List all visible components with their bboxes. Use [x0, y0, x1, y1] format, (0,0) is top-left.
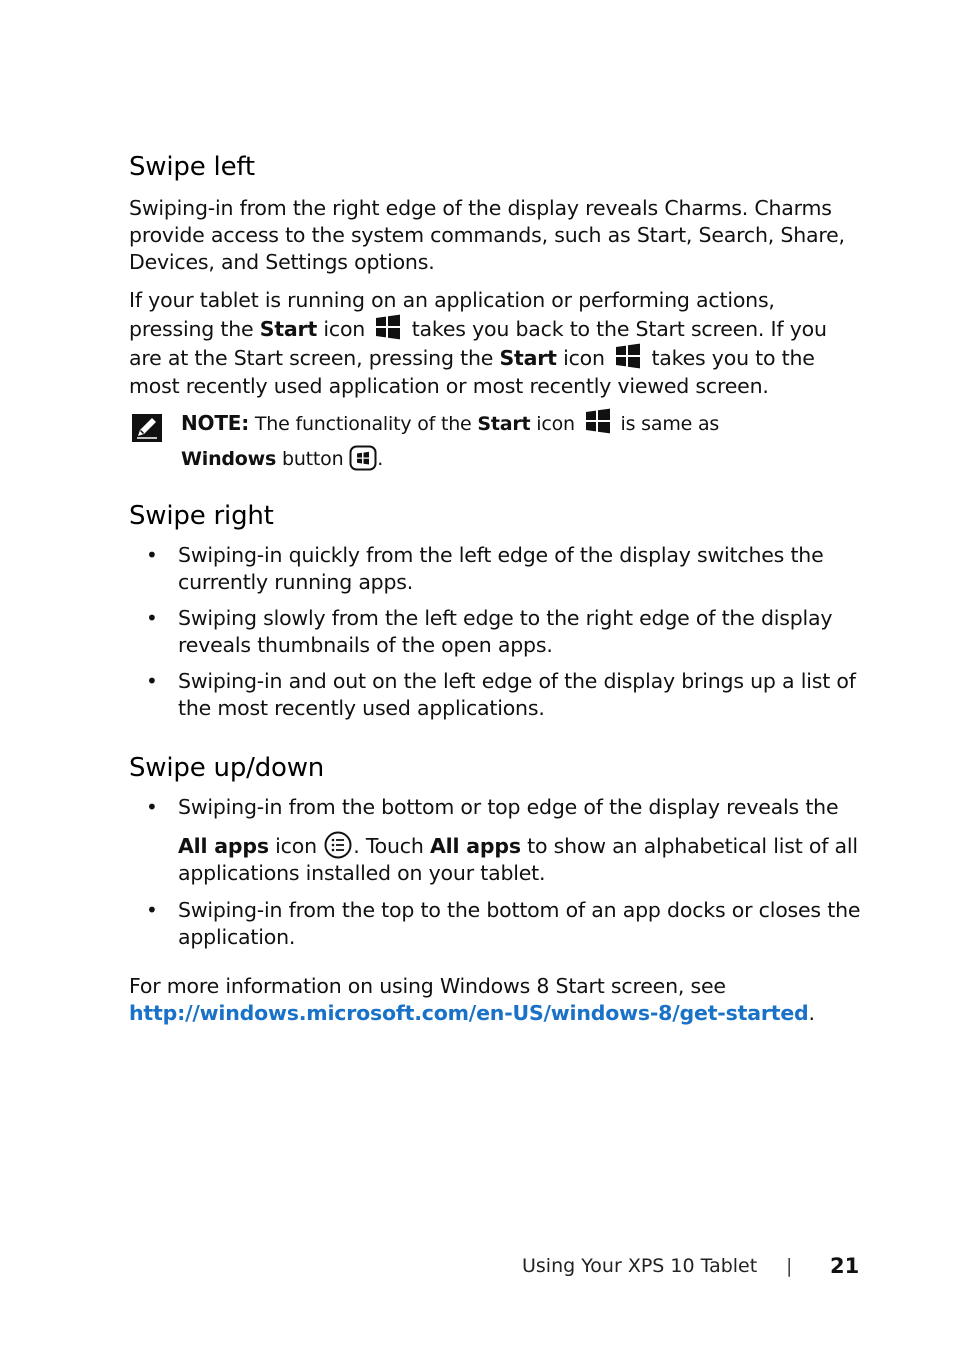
- windows-start-icon: [375, 314, 401, 340]
- windows-button-icon: [349, 445, 377, 471]
- heading-swipe-updown: Swipe up/down: [129, 753, 325, 783]
- list-item: • Swiping-in quickly from the left edge of the display switches the currently running apps.: [146, 543, 824, 594]
- all-apps-icon: [323, 831, 353, 859]
- list-item: • Swiping-in from the bottom or top edge of the display reveals the All apps icon . Touch All apps to show an alphabetical list of all applications installed on your tablet.: [146, 795, 858, 885]
- note-line-1: NOTE: The functionality of the Start icon is same as: [181, 408, 861, 437]
- list-item: • Swiping slowly from the left edge to the right edge of the display reveals thumbnails of the open apps.: [146, 606, 833, 657]
- swipe-left-paragraph-2: If your tablet is running on an application or performing actions, pressing the Start icon takes you back to the Start screen. If you are at the Start screen, pressing the Start icon takes you to the most recently used application or most recently viewed screen.: [129, 288, 827, 398]
- footer-separator: |: [786, 1255, 793, 1277]
- windows-start-icon: [615, 343, 641, 369]
- footer-title: Using Your XPS 10 Tablet: [522, 1255, 758, 1277]
- heading-swipe-right: Swipe right: [129, 501, 274, 531]
- list-item: • Swiping-in from the top to the bottom of an app docks or closes the application.: [146, 898, 861, 949]
- note-line-2: Windows button .: [181, 445, 861, 472]
- swipe-left-paragraph-1: Swiping-in from the right edge of the display reveals Charms. Charms provide access to the system commands, such as Start, Search, Share, Devices, and Settings options.: [129, 196, 845, 274]
- pencil-note-icon: [131, 413, 163, 443]
- swipe-updown-list: [146, 794, 862, 951]
- more-info-paragraph: For more information on using Windows 8 Start screen, see http://windows.microsoft.com/en-US/windows-8/get-started.: [129, 974, 815, 1025]
- note-label: NOTE:: [181, 411, 250, 435]
- windows-get-started-link[interactable]: http://windows.microsoft.com/en-US/windows-8/get-started: [129, 1001, 809, 1025]
- swipe-right-list: [146, 542, 862, 722]
- windows-start-icon: [585, 408, 611, 434]
- page-number: 21: [830, 1254, 860, 1278]
- list-item: • Swiping-in and out on the left edge of the display brings up a list of the most recently used applications.: [146, 669, 856, 720]
- heading-swipe-left: Swipe left: [129, 152, 255, 182]
